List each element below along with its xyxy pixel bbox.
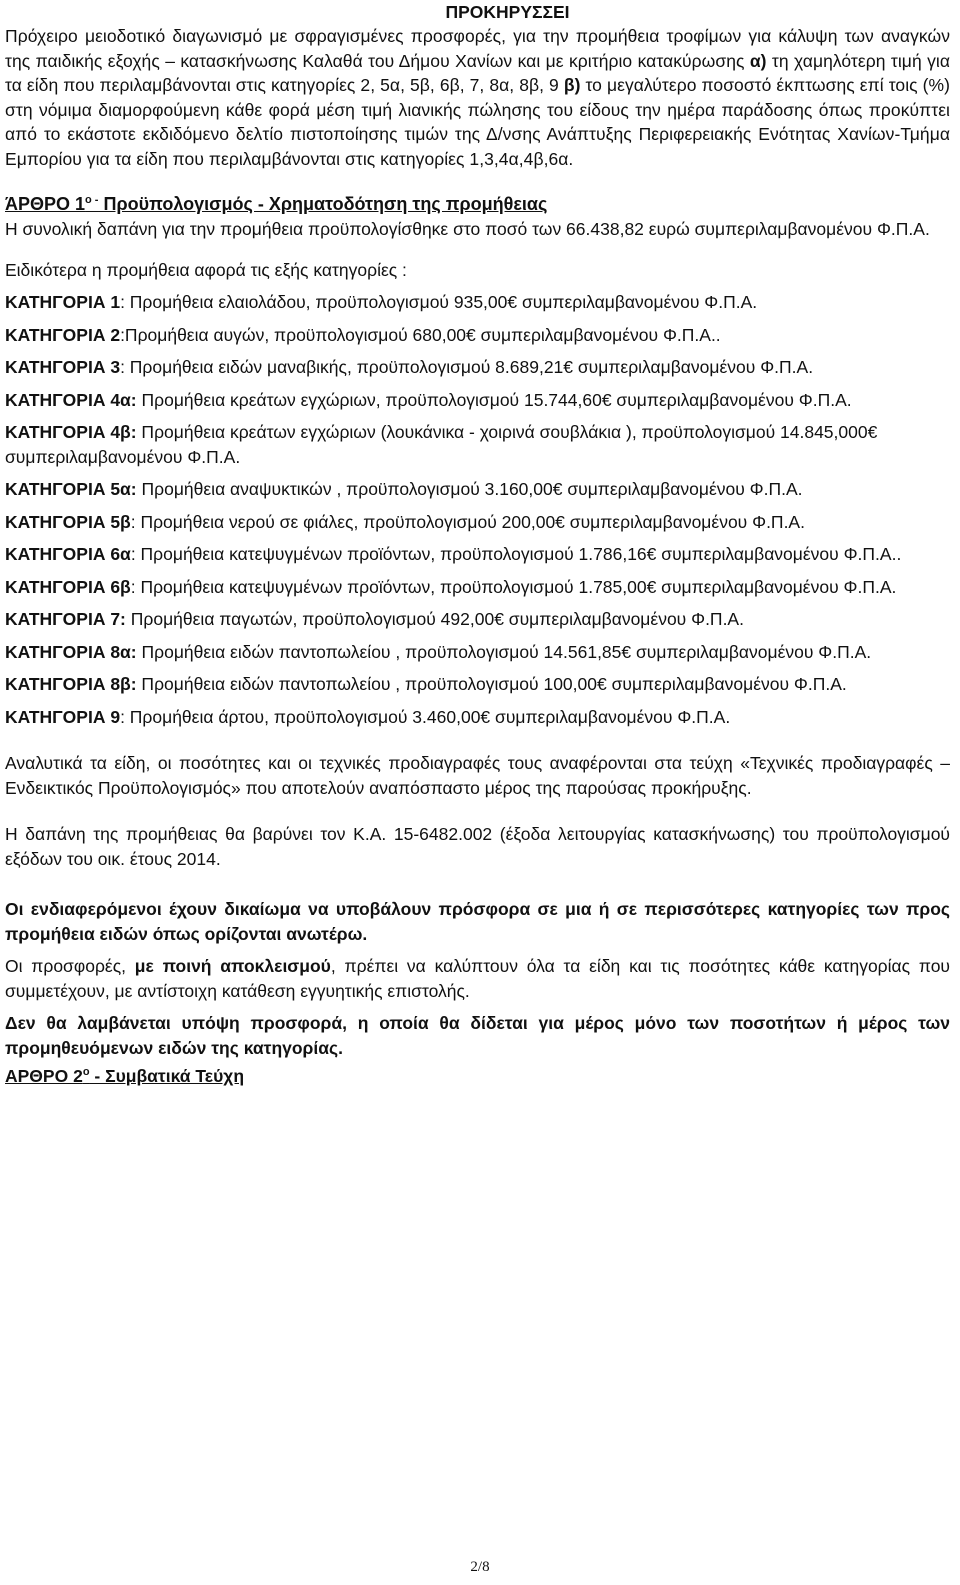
category-label: ΚΑΤΗΓΟΡΙΑ 7: (5, 609, 126, 629)
offers-text-pre: Οι προσφορές, (5, 956, 135, 976)
article-2-heading (5, 1064, 950, 1089)
category-item (5, 607, 950, 632)
category-text: : Προμήθεια κατεψυγμένων προϊόντων, προϋπολογισμού 1.785,00€ συμπεριλαμβανομένου Φ.Π.Α. (130, 576, 897, 597)
article-1-heading-sup: ο - (85, 194, 99, 206)
category-item (5, 388, 950, 413)
category-item (5, 640, 950, 665)
budget-paragraph: Η συνολική δαπάνη για την προμήθεια προϋπολογίσθηκε στο ποσό των 66.438,82 ευρώ συμπεριλαμβανομένου Φ.Π.Α. (5, 219, 930, 239)
article-1-heading (5, 191, 950, 217)
category-label: ΚΑΤΗΓΟΡΙΑ 5β (5, 511, 131, 532)
category-item (5, 323, 950, 348)
offers-text-bold: με ποινή αποκλεισμού (134, 956, 331, 976)
article-2-heading-sup: ο (82, 1066, 90, 1079)
document-content (5, 0, 950, 1089)
intro-text-3: το μεγαλύτερο ποσοστό έκπτωσης επί τοις (%) στη νόμιμα διαμορφούμενη κάθε φορά μέση τιμή λιανικής πώλησης του είδους την ημέρα παράδοσης όπως προκύπτει από το εκάστοτε εκδιδόμενο δελτίο πιστοποίησης τιμών της Δ/νσης Ανάπτυξης Περιφερειακής Ενότητας Χανίων-Τμήμα Εμπορίου για τα είδη που περιλαμβάνονται στις κατηγορίες 1,3,4α,4β,6α. (5, 75, 950, 169)
category-text: : Προμήθεια ειδών μαναβικής, προϋπολογισμού 8.689,21€ συμπεριλαμβανομένου Φ.Π.Α. (120, 357, 814, 377)
page-number: 2/8 (470, 1559, 490, 1575)
category-label: ΚΑΤΗΓΟΡΙΑ 9 (5, 706, 121, 727)
category-text: Προμήθεια ειδών παντοπωλείου , προϋπολογισμού 100,00€ συμπεριλαμβανομένου Φ.Π.Α. (136, 674, 847, 694)
article-2-heading-prefix: ΑΡΘΡΟ 2 (5, 1066, 83, 1086)
expense-paragraph: Η δαπάνη της προμήθειας θα βαρύνει τον Κ.Α. 15-6482.002 (έξοδα λειτουργίας κατασκήνωσης) του προϋπολογισμού εξόδων του οικ. έτους 2014. (5, 824, 950, 869)
article-1-heading-text: Προϋπολογισμός - Χρηματοδότηση της προμήθειας (98, 194, 548, 214)
category-text: Προμήθεια ειδών παντοπωλείου , προϋπολογισμού 14.561,85€ συμπεριλαμβανομένου Φ.Π.Α. (136, 641, 872, 662)
category-item (5, 510, 950, 535)
category-label: ΚΑΤΗΓΟΡΙΑ 3 (5, 357, 121, 377)
category-item (5, 477, 950, 502)
category-item (5, 355, 950, 380)
category-item (5, 290, 950, 315)
page-title: ΠΡΟΚΗΡΥΣΣΕΙ (445, 2, 570, 22)
category-label: ΚΑΤΗΓΟΡΙΑ 6β (5, 576, 131, 597)
category-label: ΚΑΤΗΓΟΡΙΑ 4α: (5, 389, 137, 410)
category-text: : Προμήθεια νερού σε φιάλες, προϋπολογισμού 200,00€ συμπεριλαμβανομένου Φ.Π.Α. (130, 511, 805, 532)
category-label: ΚΑΤΗΓΟΡΙΑ 2 (5, 324, 121, 345)
article-1-heading-prefix: ΆΡΘΡΟ 1 (5, 194, 86, 214)
intro-text-2: τη χαμηλότερη τιμή για τα είδη που περιλαμβάνονται στις κατηγορίες 2, 5α, 5β, 6β, 7, 8α, 8β, 9 (5, 50, 950, 95)
specifics-paragraph: Ειδικότερα η προμήθεια αφορά τις εξής κατηγορίες : (5, 259, 407, 280)
category-item (5, 705, 950, 730)
category-text: : Προμήθεια ελαιολάδου, προϋπολογισμού 935,00€ συμπεριλαμβανομένου Φ.Π.Α. (120, 292, 758, 312)
category-text: : Προμήθεια άρτου, προϋπολογισμού 3.460,00€ συμπεριλαμβανομένου Φ.Π.Α. (120, 706, 731, 727)
category-text: Προμήθεια αναψυκτικών , προϋπολογισμού 3.160,00€ συμπεριλαμβανομένου Φ.Π.Α. (136, 479, 803, 499)
category-text: :Προμήθεια αυγών, προϋπολογισμού 680,00€ συμπεριλαμβανομένου Φ.Π.Α.. (120, 324, 721, 345)
intro-paragraph (5, 24, 950, 171)
offers-text-post: , πρέπει να καλύπτουν όλα τα είδη και τις ποσότητες κάθε κατηγορίας που συμμετέχουν, με αντίστοιχη κατάθεση εγγυητικής επιστολής. (5, 956, 950, 1001)
category-text: : Προμήθεια κατεψυγμένων προϊόντων, προϋπολογισμού 1.786,16€ συμπεριλαμβανομένου Φ.Π.Α.. (130, 544, 902, 564)
article-2-heading-text: - Συμβατικά Τεύχη (89, 1066, 245, 1086)
category-item (5, 542, 950, 567)
criterion-a-label: α) (749, 50, 767, 71)
category-list (5, 290, 950, 729)
intro-text-1: Πρόχειρο μειοδοτικό διαγωνισμό με σφραγισμένες προσφορές, για την προμήθεια τροφίμων για κάλυψη των αναγκών της παιδικής εξοχής – κατασκήνωσης Καλαθά του Δήμου Χανίων και με κριτήριο κατακύρωσης (5, 26, 950, 71)
category-label: ΚΑΤΗΓΟΡΙΑ 6α (5, 544, 131, 564)
category-text: Προμήθεια παγωτών, προϋπολογισμού 492,00€ συμπεριλαμβανομένου Φ.Π.Α. (125, 609, 744, 629)
category-item (5, 672, 950, 697)
category-label: ΚΑΤΗΓΟΡΙΑ 8β: (5, 674, 137, 694)
criterion-b-label: β) (563, 75, 581, 95)
details-paragraph: Αναλυτικά τα είδη, οι ποσότητες και οι τεχνικές προδιαγραφές τους αναφέρονται στα τεύχη «Τεχνικές προδιαγραφές – Ενδεικτικός Προϋπολογισμός» που αποτελούν αναπόσπαστο μέρος της παρούσας προκήρυξης. (5, 753, 950, 798)
category-label: ΚΑΤΗΓΟΡΙΑ 4β: (5, 422, 137, 442)
category-item (5, 420, 950, 469)
category-text: Προμήθεια κρεάτων εγχώριων (λουκάνικα - χοιρινά σουβλάκια ), προϋπολογισμού 14.845,000€ συμπεριλαμβανομένου Φ.Π.Α. (5, 422, 878, 467)
category-label: ΚΑΤΗΓΟΡΙΑ 1 (5, 292, 121, 312)
category-text: Προμήθεια κρεάτων εγχώριων, προϋπολογισμού 15.744,60€ συμπεριλαμβανομένου Φ.Π.Α. (136, 389, 852, 410)
warning-paragraph: Δεν θα λαμβάνεται υπόψη προσφορά, η οποία θα δίδεται για μέρος μόνο των ποσοτήτων ή μέρος των προμηθευόμενων ειδών της κατηγορίας. (5, 1013, 950, 1058)
rights-paragraph: Οι ενδιαφερόμενοι έχουν δικαίωμα να υποβάλουν πρόσφορα σε μια ή σε περισσότερες κατηγορίες των προς προμήθεια ειδών όπως ορίζονται ανωτέρω. (5, 899, 950, 944)
offers-paragraph (5, 954, 950, 1003)
category-label: ΚΑΤΗΓΟΡΙΑ 5α: (5, 479, 137, 499)
category-label: ΚΑΤΗΓΟΡΙΑ 8α: (5, 641, 137, 662)
category-item (5, 575, 950, 600)
